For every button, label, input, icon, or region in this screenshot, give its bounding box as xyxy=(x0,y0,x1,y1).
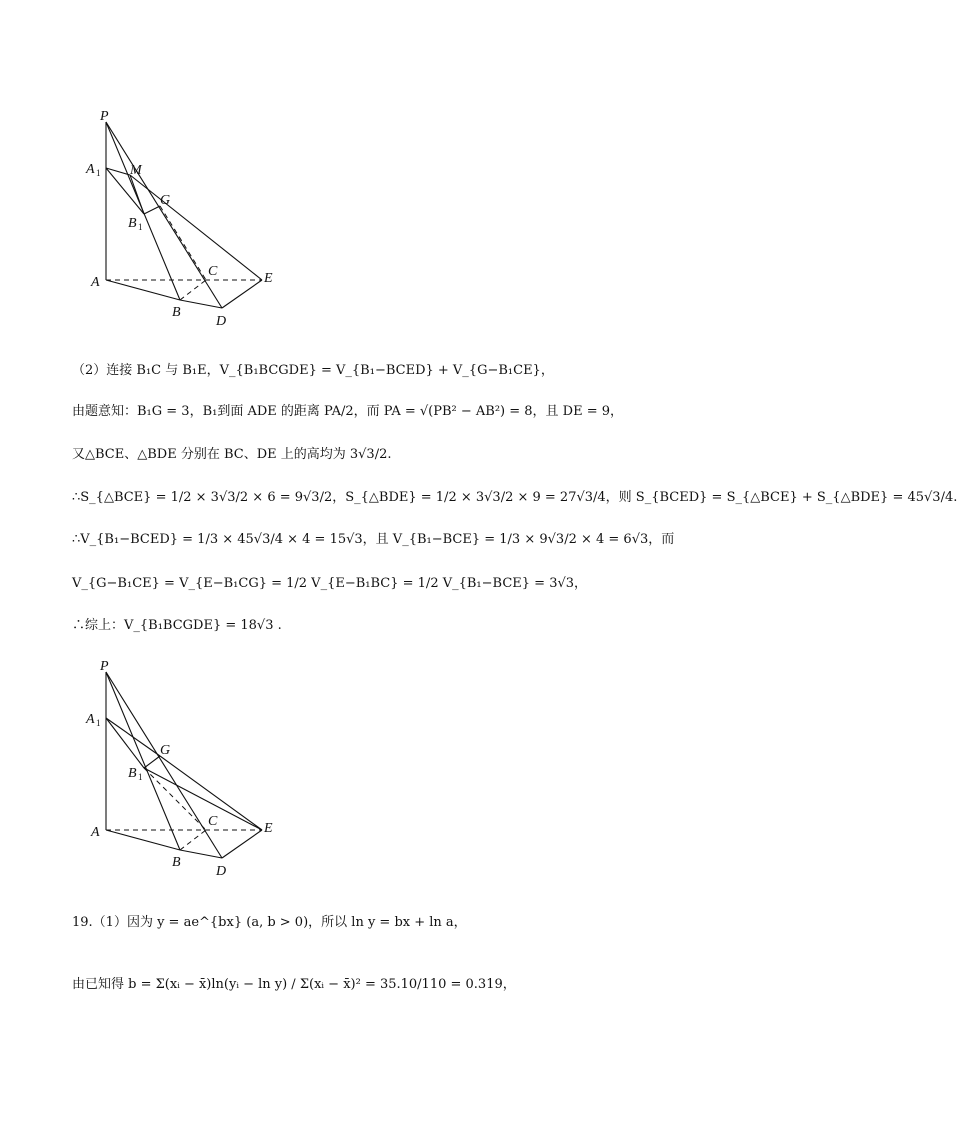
label-D: D xyxy=(216,314,227,329)
label-D: D xyxy=(216,864,227,879)
label-G: G xyxy=(160,743,171,758)
label-A1: A xyxy=(86,712,95,727)
edge-DE xyxy=(222,280,262,308)
edge-B1G xyxy=(144,206,160,214)
problem19-line-2: 由已知得 b = Σ(xᵢ − x̄)ln(yᵢ − ln y) / Σ(xᵢ − x̄)² = 35.10/110 = 0.319， xyxy=(72,977,516,992)
edge-A1B1 xyxy=(106,718,144,768)
edge-PB xyxy=(106,672,180,850)
figure-1-svg xyxy=(80,110,280,330)
edge-DE xyxy=(222,830,262,858)
solution-line-6: V_{G−B₁CE} = V_{E−B₁CG} = 1/2 V_{E−B₁BC} = 1/2 V_{B₁−BCE} = 3√3， xyxy=(72,576,588,591)
edge-AB xyxy=(106,830,180,850)
edge-B1E xyxy=(144,768,262,830)
label-C: C xyxy=(208,814,218,829)
label-B: B xyxy=(172,855,181,870)
label-M: M xyxy=(130,163,142,178)
edge-BD xyxy=(180,850,222,858)
solution-line-7: ∴综上：V_{B₁BCGDE} = 18√3 . xyxy=(72,618,282,633)
label-B1: B xyxy=(128,216,137,231)
label-A: A xyxy=(91,275,100,290)
edge-B1C-dashed xyxy=(144,768,206,830)
label-A: A xyxy=(91,825,100,840)
solution-line-1: （2）连接 B₁C 与 B₁E，V_{B₁BCGDE} = V_{B₁−BCED} + V_{G−B₁CE}， xyxy=(72,363,554,378)
edge-BC-dashed xyxy=(180,280,206,300)
label-B1: B xyxy=(128,766,137,781)
edge-BC-dashed xyxy=(180,830,206,850)
label-B: B xyxy=(172,305,181,320)
figure-2-svg xyxy=(80,660,280,880)
label-B1-sub: 1 xyxy=(138,772,143,782)
label-G: G xyxy=(160,193,171,208)
solution-line-3: 又△BCE、△BDE 分别在 BC、DE 上的高均为 3√3/2. xyxy=(72,447,392,462)
problem19-line-1: 19.（1）因为 y = ae^{bx} (a, b > 0)，所以 ln y = bx + ln a， xyxy=(72,915,467,930)
geometry-figure-1 xyxy=(80,110,280,330)
solution-line-2: 由题意知：B₁G = 3，B₁到面 ADE 的距离 PA/2，而 PA = √(PB² − AB²) = 8，且 DE = 9， xyxy=(72,404,624,419)
label-A1-sub: 1 xyxy=(96,168,101,178)
label-E: E xyxy=(264,271,273,286)
edge-B1G xyxy=(144,756,160,768)
label-C: C xyxy=(208,264,218,279)
label-P: P xyxy=(100,109,109,124)
solution-line-5: ∴V_{B₁−BCED} = 1/3 × 45√3/4 × 4 = 15√3，且 V_{B₁−BCE} = 1/3 × 9√3/2 × 4 = 6√3，而 xyxy=(72,532,675,547)
solution-line-4: ∴S_{△BCE} = 1/2 × 3√3/2 × 6 = 9√3/2，S_{△BDE} = 1/2 × 3√3/2 × 9 = 27√3/4，则 S_{BCED} = S_{△BCE} + S_{△BDE} = 45√3/4. xyxy=(72,490,957,505)
edge-A1G xyxy=(106,718,160,756)
label-A1: A xyxy=(86,162,95,177)
label-A1-sub: 1 xyxy=(96,718,101,728)
edge-AB xyxy=(106,280,180,300)
edge-BD xyxy=(180,300,222,308)
label-E: E xyxy=(264,821,273,836)
geometry-figure-2 xyxy=(80,660,280,880)
label-P: P xyxy=(100,659,109,674)
label-B1-sub: 1 xyxy=(138,222,143,232)
